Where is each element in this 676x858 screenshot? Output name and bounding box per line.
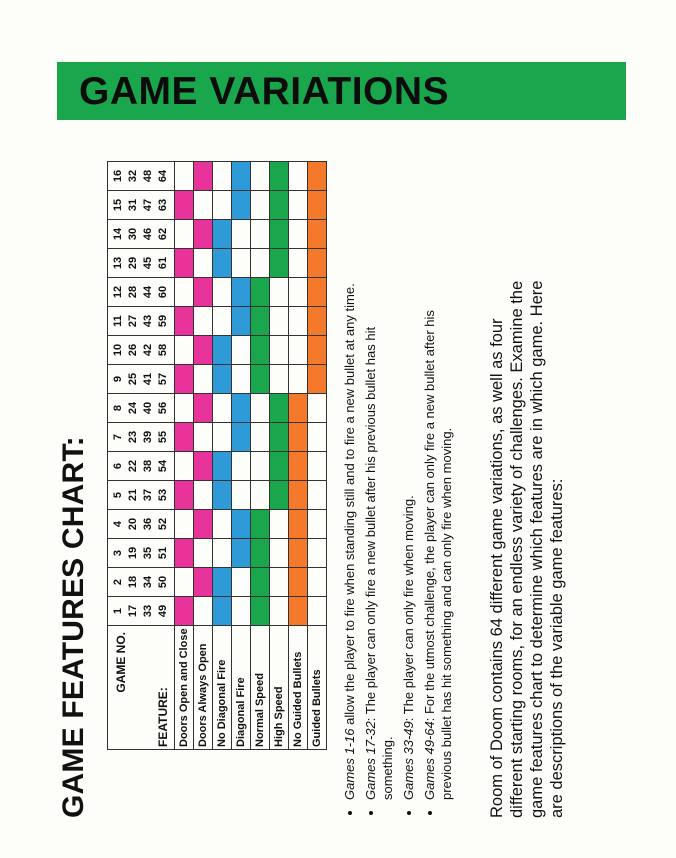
feature-cell xyxy=(270,423,289,452)
feature-cell xyxy=(308,539,327,568)
feature-cell xyxy=(270,481,289,510)
feature-row xyxy=(270,162,289,750)
game-number: 24 xyxy=(127,401,139,415)
feature-cell xyxy=(270,597,289,626)
feature-cell xyxy=(175,452,194,481)
feature-cell xyxy=(251,336,270,365)
feature-cell xyxy=(289,307,308,336)
feature-cell xyxy=(194,452,213,481)
feature-label: Diagonal Fire xyxy=(232,626,251,750)
feature-cell xyxy=(194,539,213,568)
game-number-column-header xyxy=(108,539,175,568)
game-number: 50 xyxy=(157,575,169,589)
game-number-column-header xyxy=(108,481,175,510)
feature-cell xyxy=(232,481,251,510)
feature-row xyxy=(213,162,232,750)
feature-cell xyxy=(232,452,251,481)
intro-paragraph: Room of Doom contains 64 different game variations, as well as four different starting rooms, for an endless variety of challenges. Examine the game features chart to determine which features are in which game. Here are descriptions of the variable game features: xyxy=(488,280,566,818)
game-number-column-header xyxy=(108,510,175,539)
game-number: 22 xyxy=(127,459,139,473)
feature-cell xyxy=(213,394,232,423)
game-number: 41 xyxy=(142,372,154,386)
note-item xyxy=(362,260,396,800)
feature-cell xyxy=(194,191,213,220)
note-text: : The player can only fire a new bullet after his previous bullet has hit something. xyxy=(363,326,395,800)
game-number: 18 xyxy=(127,575,139,589)
feature-row xyxy=(308,162,327,750)
game-number: 19 xyxy=(127,546,139,560)
feature-cell xyxy=(270,278,289,307)
game-number: 3 xyxy=(112,549,124,557)
feature-cell xyxy=(232,220,251,249)
feature-cell xyxy=(213,220,232,249)
game-number: 27 xyxy=(127,314,139,328)
feature-row xyxy=(251,162,270,750)
note-item xyxy=(421,260,455,800)
feature-cell xyxy=(251,220,270,249)
feature-cell xyxy=(194,307,213,336)
feature-cell xyxy=(308,452,327,481)
game-number-column-header xyxy=(108,278,175,307)
feature-cell xyxy=(213,365,232,394)
game-number: 48 xyxy=(142,169,154,183)
game-number: 34 xyxy=(142,575,154,589)
game-number: 61 xyxy=(157,256,169,270)
feature-cell xyxy=(270,307,289,336)
feature-cell xyxy=(289,278,308,307)
feature-cell xyxy=(175,307,194,336)
game-number: 63 xyxy=(157,198,169,212)
game-number: 58 xyxy=(157,343,169,357)
game-number: 16 xyxy=(112,169,124,183)
feature-cell xyxy=(232,191,251,220)
feature-cell xyxy=(194,220,213,249)
note-games: Games 49-64 xyxy=(422,721,437,800)
game-number-column-header xyxy=(108,394,175,423)
feature-cell xyxy=(213,278,232,307)
feature-cell xyxy=(289,597,308,626)
game-number-column-header xyxy=(108,597,175,626)
game-number: 10 xyxy=(112,343,124,357)
game-number-column-header xyxy=(108,365,175,394)
note-text: : The player can only fire when moving. xyxy=(401,495,416,722)
feature-cell xyxy=(308,423,327,452)
game-number: 26 xyxy=(127,343,139,357)
feature-cell xyxy=(308,481,327,510)
feature-cell xyxy=(232,394,251,423)
feature-cell xyxy=(213,452,232,481)
section-banner xyxy=(57,62,626,120)
section-title: GAME VARIATIONS xyxy=(79,70,450,113)
feature-label: No Diagonal Fire xyxy=(213,626,232,750)
game-number: 45 xyxy=(142,256,154,270)
feature-cell xyxy=(232,162,251,191)
game-number-column-header xyxy=(108,568,175,597)
feature-cell xyxy=(289,249,308,278)
feature-cell xyxy=(194,394,213,423)
feature-cell xyxy=(270,191,289,220)
feature-cell xyxy=(232,307,251,336)
game-number: 33 xyxy=(142,604,154,618)
feature-cell xyxy=(194,481,213,510)
game-number: 17 xyxy=(127,604,139,618)
feature-label: Normal Speed xyxy=(251,626,270,750)
feature-cell xyxy=(232,568,251,597)
feature-cell xyxy=(289,162,308,191)
feature-cell xyxy=(289,191,308,220)
game-number: 62 xyxy=(157,227,169,241)
feature-cell xyxy=(289,481,308,510)
game-number: 2 xyxy=(112,578,124,586)
feature-label: Doors Open and Close xyxy=(175,626,194,750)
feature-cell xyxy=(289,394,308,423)
feature-cell xyxy=(175,278,194,307)
game-number: 59 xyxy=(157,314,169,328)
game-number-column-header xyxy=(108,307,175,336)
feature-cell xyxy=(270,568,289,597)
chart-heading: GAME FEATURES CHART: xyxy=(57,436,90,818)
feature-cell xyxy=(194,423,213,452)
feature-cell xyxy=(289,336,308,365)
note-text: : For the utmost challenge, the player can only fire a new bullet after his previous bullet has hit something and can only fire when moving. xyxy=(422,310,454,800)
game-number: 25 xyxy=(127,372,139,386)
feature-cell xyxy=(251,539,270,568)
feature-cell xyxy=(270,539,289,568)
feature-cell xyxy=(251,423,270,452)
game-number: 64 xyxy=(157,169,169,183)
game-number: 55 xyxy=(157,430,169,444)
feature-cell xyxy=(251,278,270,307)
game-number: 38 xyxy=(142,459,154,473)
feature-cell xyxy=(213,481,232,510)
feature-cell xyxy=(251,510,270,539)
game-number: 47 xyxy=(142,198,154,212)
feature-cell xyxy=(232,336,251,365)
feature-cell xyxy=(289,568,308,597)
table-header-row xyxy=(108,162,175,750)
game-number: 12 xyxy=(112,285,124,299)
game-number: 31 xyxy=(127,198,139,212)
game-number: 23 xyxy=(127,430,139,444)
note-games: Games 17-32 xyxy=(363,721,378,800)
game-number: 14 xyxy=(112,227,124,241)
feature-header: FEATURE: xyxy=(156,687,170,747)
feature-cell xyxy=(308,162,327,191)
feature-label: High Speed xyxy=(270,626,289,750)
note-text: allow the player to fire when standing still and to fire a new bullet at any time. xyxy=(342,283,357,729)
feature-label: Doors Always Open xyxy=(194,626,213,750)
game-number-column-header xyxy=(108,336,175,365)
feature-cell xyxy=(308,568,327,597)
game-no-header: GAME NO. xyxy=(114,632,128,693)
feature-cell xyxy=(308,307,327,336)
feature-cell xyxy=(270,220,289,249)
game-number: 60 xyxy=(157,285,169,299)
feature-cell xyxy=(251,365,270,394)
feature-cell xyxy=(251,307,270,336)
feature-cell xyxy=(232,539,251,568)
game-number: 1 xyxy=(112,607,124,615)
feature-cell xyxy=(289,220,308,249)
feature-cell xyxy=(213,568,232,597)
feature-cell xyxy=(289,365,308,394)
feature-row xyxy=(289,162,308,750)
feature-cell xyxy=(194,249,213,278)
note-item xyxy=(400,260,417,800)
game-number: 36 xyxy=(142,517,154,531)
feature-cell xyxy=(213,191,232,220)
feature-label: Guided Bullets xyxy=(308,626,327,750)
feature-cell xyxy=(289,452,308,481)
feature-cell xyxy=(270,452,289,481)
game-number: 49 xyxy=(157,604,169,618)
feature-cell xyxy=(175,597,194,626)
game-number: 9 xyxy=(112,375,124,383)
feature-cell xyxy=(232,423,251,452)
feature-cell xyxy=(175,336,194,365)
feature-cell xyxy=(251,597,270,626)
feature-cell xyxy=(289,510,308,539)
game-number: 40 xyxy=(142,401,154,415)
feature-cell xyxy=(194,365,213,394)
game-number: 13 xyxy=(112,256,124,270)
feature-cell xyxy=(194,597,213,626)
feature-cell xyxy=(194,510,213,539)
feature-cell xyxy=(251,452,270,481)
feature-cell xyxy=(194,162,213,191)
feature-label: No Guided Bullets xyxy=(289,626,308,750)
game-number: 15 xyxy=(112,198,124,212)
feature-cell xyxy=(232,278,251,307)
table-header-cell xyxy=(108,626,175,750)
feature-cell xyxy=(308,510,327,539)
game-number: 20 xyxy=(127,517,139,531)
game-number-column-header xyxy=(108,452,175,481)
feature-cell xyxy=(308,336,327,365)
game-number: 39 xyxy=(142,430,154,444)
feature-cell xyxy=(308,249,327,278)
feature-cell xyxy=(194,568,213,597)
game-number: 52 xyxy=(157,517,169,531)
game-number-column-header xyxy=(108,249,175,278)
feature-cell xyxy=(308,220,327,249)
game-number: 29 xyxy=(127,256,139,270)
game-number: 21 xyxy=(127,488,139,502)
game-number: 37 xyxy=(142,488,154,502)
feature-cell xyxy=(175,220,194,249)
feature-cell xyxy=(175,394,194,423)
feature-cell xyxy=(289,539,308,568)
game-number: 5 xyxy=(112,491,124,499)
game-notes-list xyxy=(341,260,459,818)
game-number: 57 xyxy=(157,372,169,386)
feature-cell xyxy=(251,568,270,597)
game-number: 35 xyxy=(142,546,154,560)
feature-cell xyxy=(251,191,270,220)
game-number: 7 xyxy=(112,433,124,441)
game-number-column-header xyxy=(108,423,175,452)
feature-cell xyxy=(270,336,289,365)
feature-cell xyxy=(213,597,232,626)
game-number: 28 xyxy=(127,285,139,299)
feature-cell xyxy=(232,365,251,394)
game-number: 30 xyxy=(127,227,139,241)
feature-cell xyxy=(289,423,308,452)
feature-row xyxy=(175,162,194,750)
feature-cell xyxy=(213,162,232,191)
feature-cell xyxy=(251,162,270,191)
feature-cell xyxy=(175,568,194,597)
game-number: 43 xyxy=(142,314,154,328)
game-number: 42 xyxy=(142,343,154,357)
game-number: 46 xyxy=(142,227,154,241)
game-number: 51 xyxy=(157,546,169,560)
feature-cell xyxy=(232,597,251,626)
feature-cell xyxy=(213,423,232,452)
game-number: 53 xyxy=(157,488,169,502)
note-games: Games 1-16 xyxy=(342,728,357,800)
feature-cell xyxy=(194,336,213,365)
feature-cell xyxy=(175,481,194,510)
feature-cell xyxy=(270,394,289,423)
game-number-column-header xyxy=(108,162,175,191)
feature-cell xyxy=(232,249,251,278)
feature-cell xyxy=(270,510,289,539)
feature-cell xyxy=(308,191,327,220)
feature-cell xyxy=(213,510,232,539)
feature-cell xyxy=(251,481,270,510)
rotated-content xyxy=(57,118,617,818)
feature-cell xyxy=(175,539,194,568)
feature-cell xyxy=(232,510,251,539)
game-number: 32 xyxy=(127,169,139,183)
game-number: 4 xyxy=(112,520,124,528)
feature-cell xyxy=(308,597,327,626)
feature-cell xyxy=(175,191,194,220)
feature-cell xyxy=(213,336,232,365)
game-number: 54 xyxy=(157,459,169,473)
game-number: 11 xyxy=(112,315,124,327)
feature-cell xyxy=(175,423,194,452)
feature-cell xyxy=(213,539,232,568)
feature-cell xyxy=(270,249,289,278)
feature-row xyxy=(194,162,213,750)
game-number: 44 xyxy=(142,285,154,299)
note-games: Games 33-49 xyxy=(401,721,416,800)
feature-cell xyxy=(251,249,270,278)
feature-cell xyxy=(175,162,194,191)
game-number: 8 xyxy=(112,404,124,412)
feature-cell xyxy=(308,278,327,307)
feature-cell xyxy=(175,249,194,278)
game-number: 6 xyxy=(112,462,124,470)
feature-cell xyxy=(175,365,194,394)
feature-cell xyxy=(270,162,289,191)
feature-cell xyxy=(251,394,270,423)
feature-cell xyxy=(175,510,194,539)
game-number-column-header xyxy=(108,220,175,249)
feature-cell xyxy=(308,365,327,394)
game-features-table xyxy=(107,161,327,750)
feature-cell xyxy=(194,278,213,307)
feature-cell xyxy=(308,394,327,423)
note-item xyxy=(341,260,358,800)
feature-cell xyxy=(213,307,232,336)
feature-row xyxy=(232,162,251,750)
feature-cell xyxy=(270,365,289,394)
game-number-column-header xyxy=(108,191,175,220)
game-number: 56 xyxy=(157,401,169,415)
feature-cell xyxy=(213,249,232,278)
